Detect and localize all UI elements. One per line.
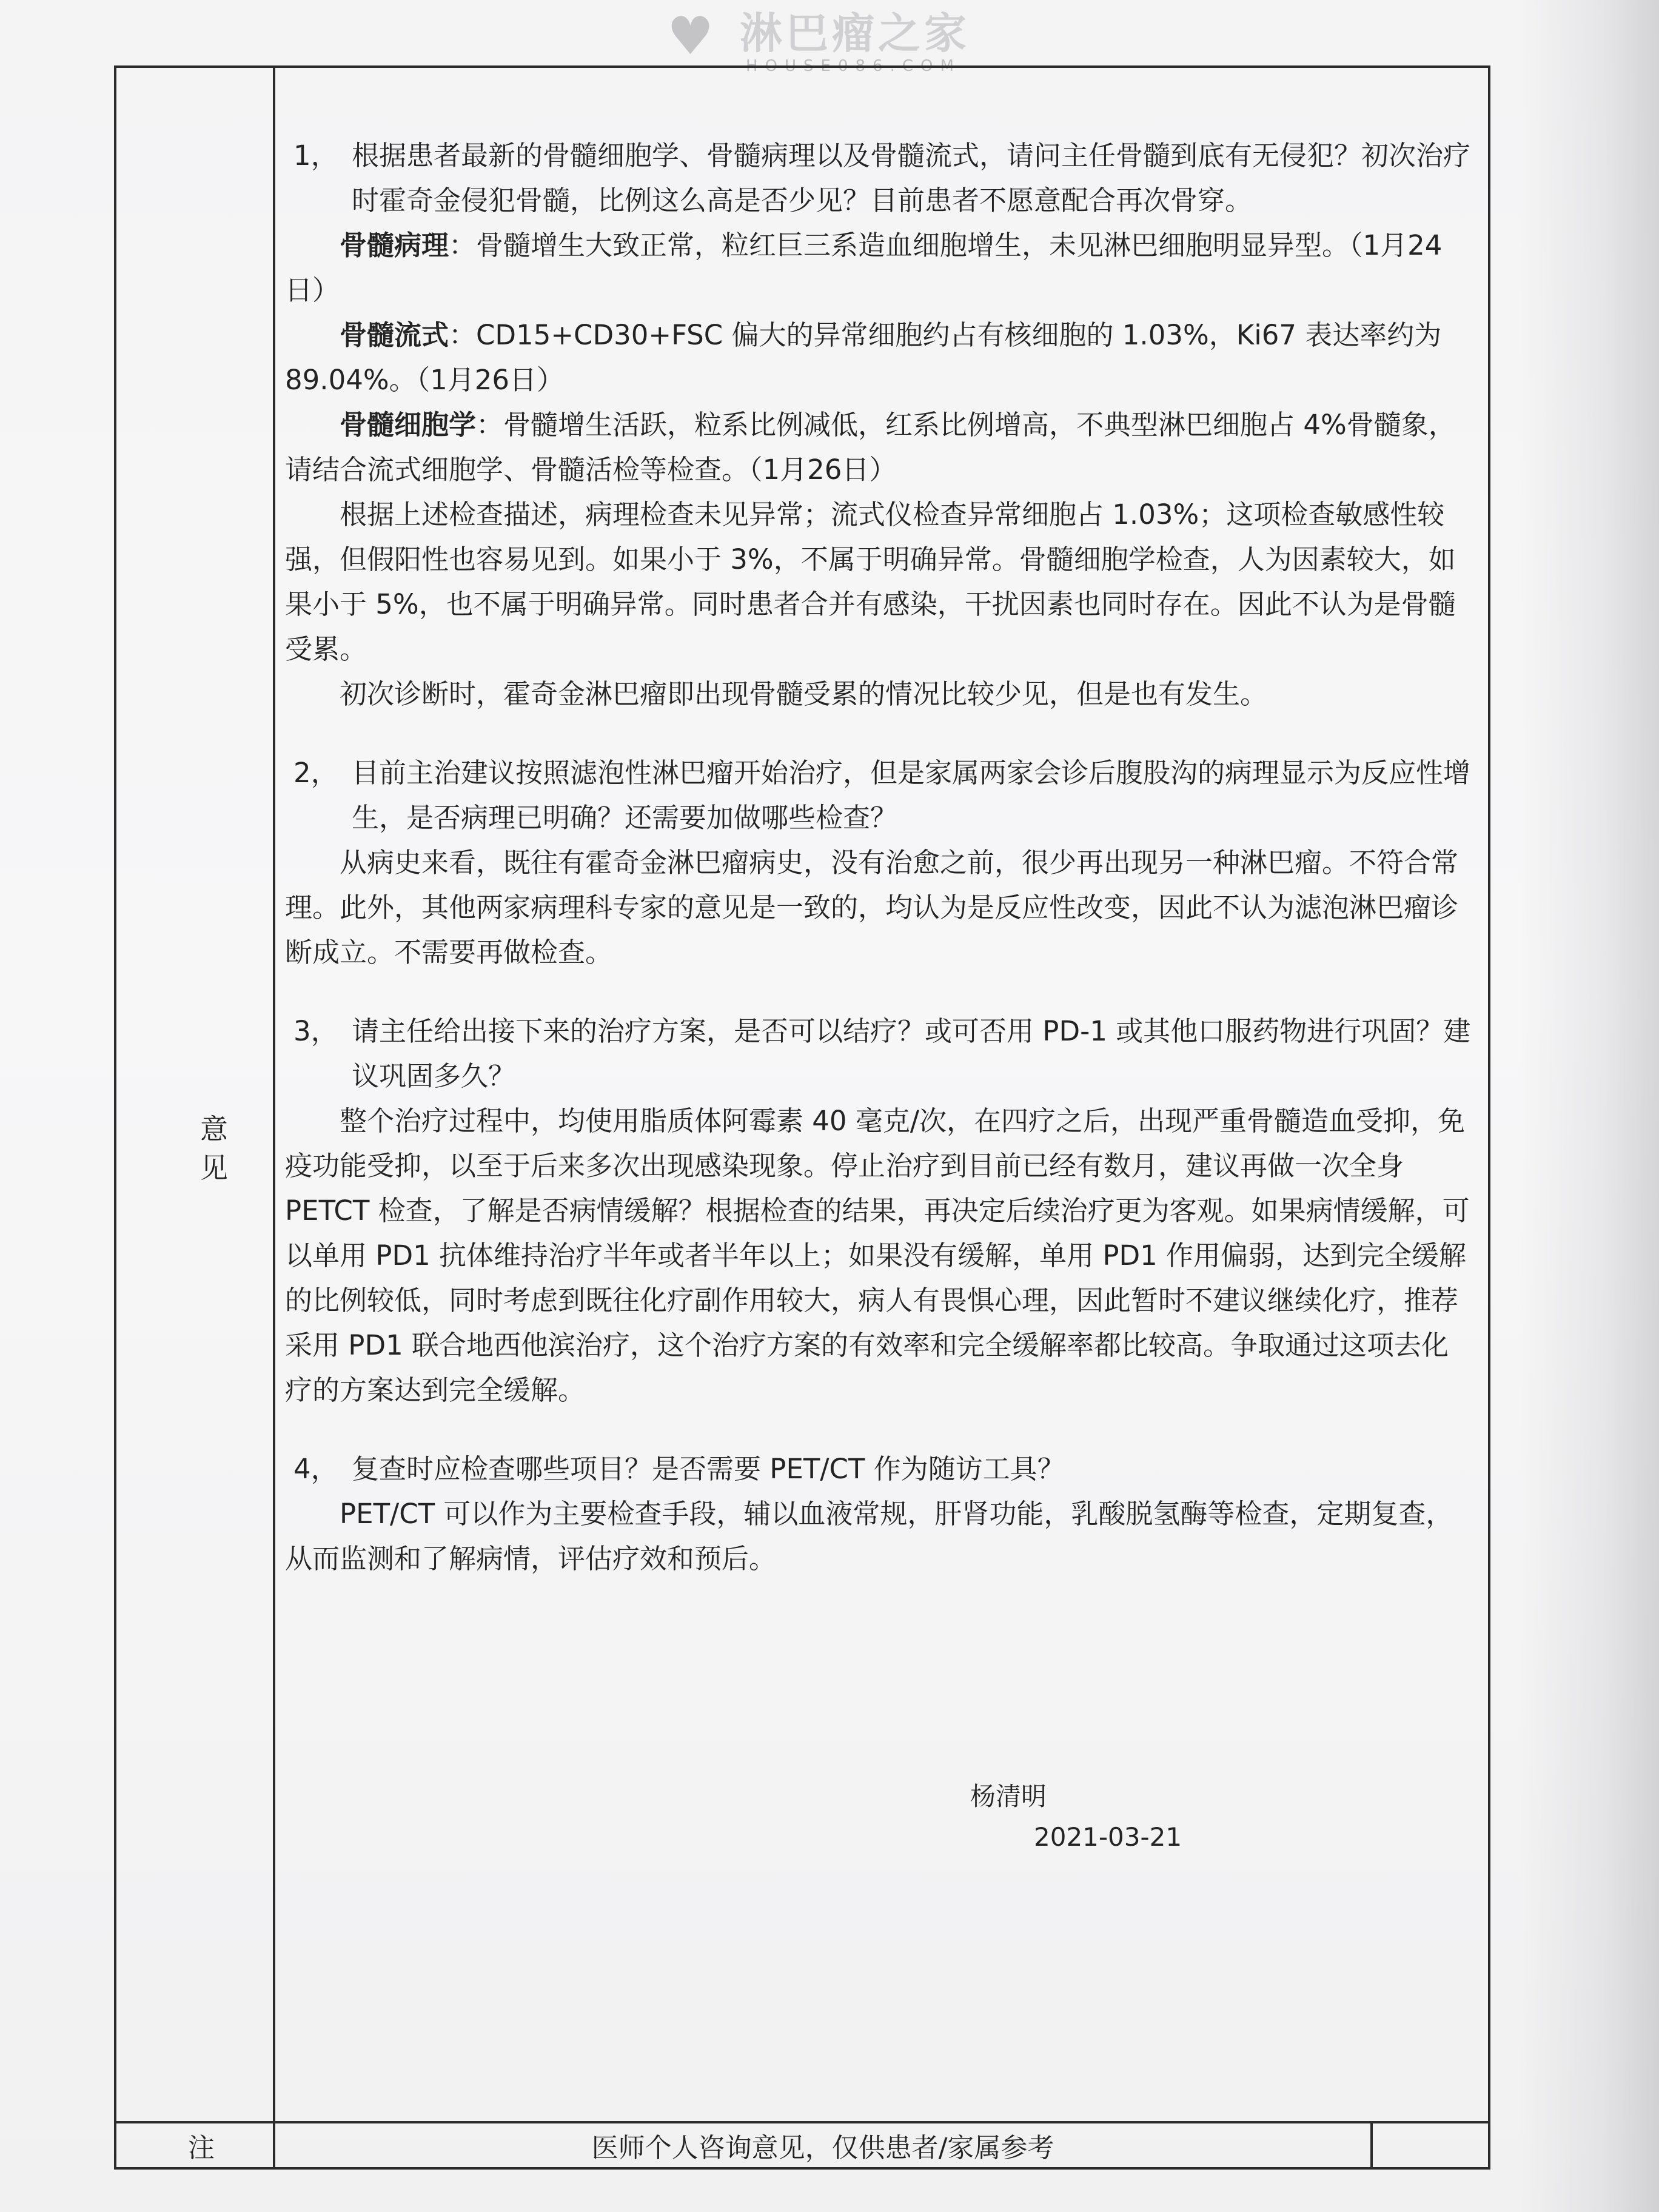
pathology-label: 骨髓病理 bbox=[340, 229, 449, 261]
cytology-text: ：骨髓增生活跃，粒系比例减低，红系比例增高，不典型淋巴细胞占 4%骨髓象，请结合流式细胞学、骨髓活检等检查。（1月26日） bbox=[285, 409, 1456, 486]
signature-date: 2021-03-21 bbox=[1034, 1822, 1182, 1852]
note-label: 注 bbox=[188, 2133, 215, 2163]
question-2 bbox=[285, 751, 1473, 975]
note-text: 医师个人咨询意见，仅供患者/家属参考 bbox=[591, 2133, 1054, 2163]
answer-paragraph: 根据上述检查描述，病理检查未见异常；流式仪检查异常细胞占 1.03%；这项检查敏感性较强，但假阳性也容易见到。如果小于 3%，不属于明确异常。骨髓细胞学检查，人为因素较大，如果小于 5%，也不属于明确异常。同时患者合并有感染，干扰因素也同时存在。因此不认为是骨髓受累。 bbox=[285, 498, 1456, 665]
cytology-label: 骨髓细胞学 bbox=[340, 409, 477, 441]
bone-marrow-cytology bbox=[285, 403, 1473, 492]
watermark-url: HOUSE086.COM bbox=[746, 57, 961, 75]
question-number: 2， bbox=[293, 757, 338, 789]
question-body: 目前主治建议按照滤泡性淋巴瘤开始治疗，但是家属两家会诊后腹股沟的病理显示为反应性增生，是否病理已明确？还需要加做哪些检查？ bbox=[352, 757, 1471, 834]
question-text bbox=[285, 1447, 1473, 1492]
question-body: 根据患者最新的骨髓细胞学、骨髓病理以及骨髓流式，请问主任骨髓到底有无侵犯？初次治疗时霍奇金侵犯骨髓，比例这么高是否少见？目前患者不愿意配合再次骨穿。 bbox=[352, 139, 1471, 216]
flow-text: ：CD15+CD30+FSC 偏大的异常细胞约占有核细胞的 1.03%，Ki67 表达率约为 89.04%。（1月26日） bbox=[285, 319, 1442, 396]
page-shadow bbox=[1520, 0, 1659, 2212]
question-number: 3， bbox=[293, 1015, 338, 1047]
bone-marrow-pathology bbox=[285, 223, 1473, 313]
pathology-text: ：骨髓增生大致正常，粒红巨三系造血细胞增生，未见淋巴细胞明显异型。（1月24日） bbox=[285, 229, 1443, 306]
heart-icon: ♥ bbox=[667, 6, 714, 67]
opinion-content bbox=[285, 133, 1473, 1581]
answer-paragraph: 从病史来看，既往有霍奇金淋巴瘤病史，没有治愈之前，很少再出现另一种淋巴瘤。不符合常理。此外，其他两家病理科专家的意见是一致的，均认为是反应性改变，因此不认为滤泡淋巴瘤诊断成立。不需要再做检查。 bbox=[285, 846, 1459, 968]
flow-label: 骨髓流式 bbox=[340, 319, 449, 351]
question-text bbox=[285, 751, 1473, 840]
bone-marrow-flow bbox=[285, 313, 1473, 403]
question-body: 请主任给出接下来的治疗方案，是否可以结疗？或可否用 PD-1 或其他口服药物进行巩固？建议巩固多久？ bbox=[352, 1015, 1471, 1092]
note-right-divider bbox=[1370, 2122, 1373, 2170]
watermark-name: 淋巴瘤之家 bbox=[740, 8, 970, 58]
question-1 bbox=[285, 133, 1473, 717]
question-4 bbox=[285, 1447, 1473, 1581]
answer-paragraph: 整个治疗过程中，均使用脂质体阿霉素 40 毫克/次，在四疗之后，出现严重骨髓造血受抑，免疫功能受抑，以至于后来多次出现感染现象。停止治疗到目前已经有数月，建议再做一次全身 PETCT 检查，了解是否病情缓解？根据检查的结果，再决定后续治疗更为客观。如果病情缓解，可以单用 PD1 抗体维持治疗半年或者半年以上；如果没有缓解，单用 PD1 作用偏弱，达到完全缓解的比例较低，同时考虑到既往化疗副作用较大，病人有畏惧心理，因此暂时不建议继续化疗，推荐采用 PD1 联合地西他滨治疗，这个治疗方案的有效率和完全缓解率都比较高。争取通过这项去化疗的方案达到完全缓解。 bbox=[285, 1105, 1470, 1406]
signature-name: 杨清明 bbox=[970, 1781, 1047, 1811]
answer-paragraph: 初次诊断时，霍奇金淋巴瘤即出现骨髓受累的情况比较少见，但是也有发生。 bbox=[340, 678, 1268, 710]
watermark-logo bbox=[667, 6, 1007, 73]
column-divider bbox=[273, 67, 275, 2168]
answer-paragraph: PET/CT 可以作为主要检查手段，辅以血液常规，肝肾功能，乳酸脱氢酶等检查，定期复查，从而监测和了解病情，评估疗效和预后。 bbox=[285, 1498, 1453, 1575]
question-3 bbox=[285, 1009, 1473, 1413]
question-text bbox=[285, 1009, 1473, 1099]
question-text bbox=[285, 133, 1473, 223]
question-number: 1， bbox=[293, 139, 338, 172]
row-divider bbox=[114, 2121, 1490, 2123]
question-number: 4， bbox=[293, 1453, 338, 1485]
opinion-label: 意见 bbox=[200, 1113, 228, 1184]
question-body: 复查时应检查哪些项目？是否需要 PET/CT 作为随访工具？ bbox=[352, 1453, 1065, 1485]
